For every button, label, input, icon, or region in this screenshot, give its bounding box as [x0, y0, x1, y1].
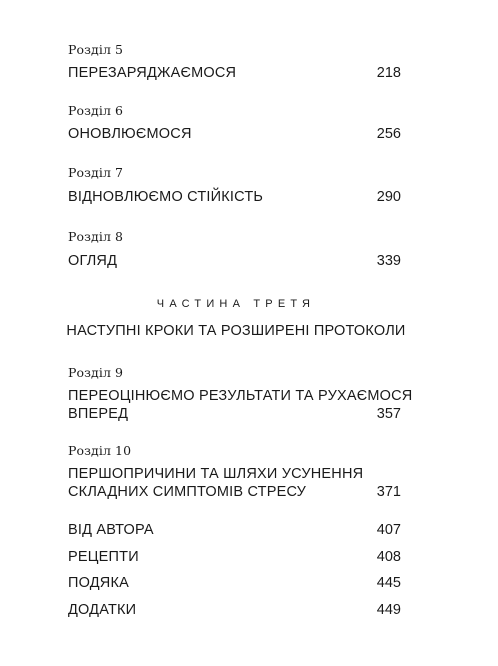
chapter-title-line-2: ВПЕРЕД: [68, 406, 129, 422]
back-matter-title: ПОДЯКА: [68, 575, 129, 591]
page-number: 339: [376, 253, 401, 269]
part-title: НАСТУПНІ КРОКИ ТА РОЗШИРЕНІ ПРОТОКОЛИ: [66, 323, 406, 339]
page-number: 357: [376, 406, 401, 422]
chapter-label: Розділ 8: [68, 229, 124, 244]
page-number: 256: [376, 126, 401, 142]
back-matter-title: ДОДАТКИ: [68, 602, 137, 618]
chapter-label: Розділ 9: [68, 365, 124, 380]
page-number: 449: [376, 602, 401, 618]
chapter-title-line-1: ПЕРШОПРИЧИНИ ТА ШЛЯХИ УСУНЕННЯ: [68, 466, 364, 482]
page-number: 408: [376, 549, 401, 565]
chapter-title: ОНОВЛЮЄМОСЯ: [68, 126, 192, 142]
chapter-label: Розділ 5: [68, 42, 124, 57]
page-number: 290: [376, 189, 401, 205]
chapter-title-line-1: ПЕРЕОЦІНЮЄМО РЕЗУЛЬТАТИ ТА РУХАЄМОСЯ: [68, 388, 413, 404]
chapter-title: ОГЛЯД: [68, 253, 118, 269]
chapter-title: ПЕРЕЗАРЯДЖАЄМОСЯ: [68, 65, 237, 81]
page-number: 218: [376, 65, 401, 81]
chapter-label: Розділ 6: [68, 103, 124, 118]
back-matter-title: РЕЦЕПТИ: [68, 549, 139, 565]
page-number: 371: [376, 484, 401, 500]
chapter-title-line-2: СКЛАДНИХ СИМПТОМІВ СТРЕСУ: [68, 484, 307, 500]
part-label: ЧАСТИНА ТРЕТЯ: [156, 298, 316, 310]
chapter-label: Розділ 10: [68, 443, 132, 458]
page-number: 407: [376, 522, 401, 538]
chapter-label: Розділ 7: [68, 165, 124, 180]
chapter-title: ВІДНОВЛЮЄМО СТІЙКІСТЬ: [68, 189, 264, 205]
back-matter-title: ВІД АВТОРА: [68, 522, 154, 538]
page-number: 445: [376, 575, 401, 591]
